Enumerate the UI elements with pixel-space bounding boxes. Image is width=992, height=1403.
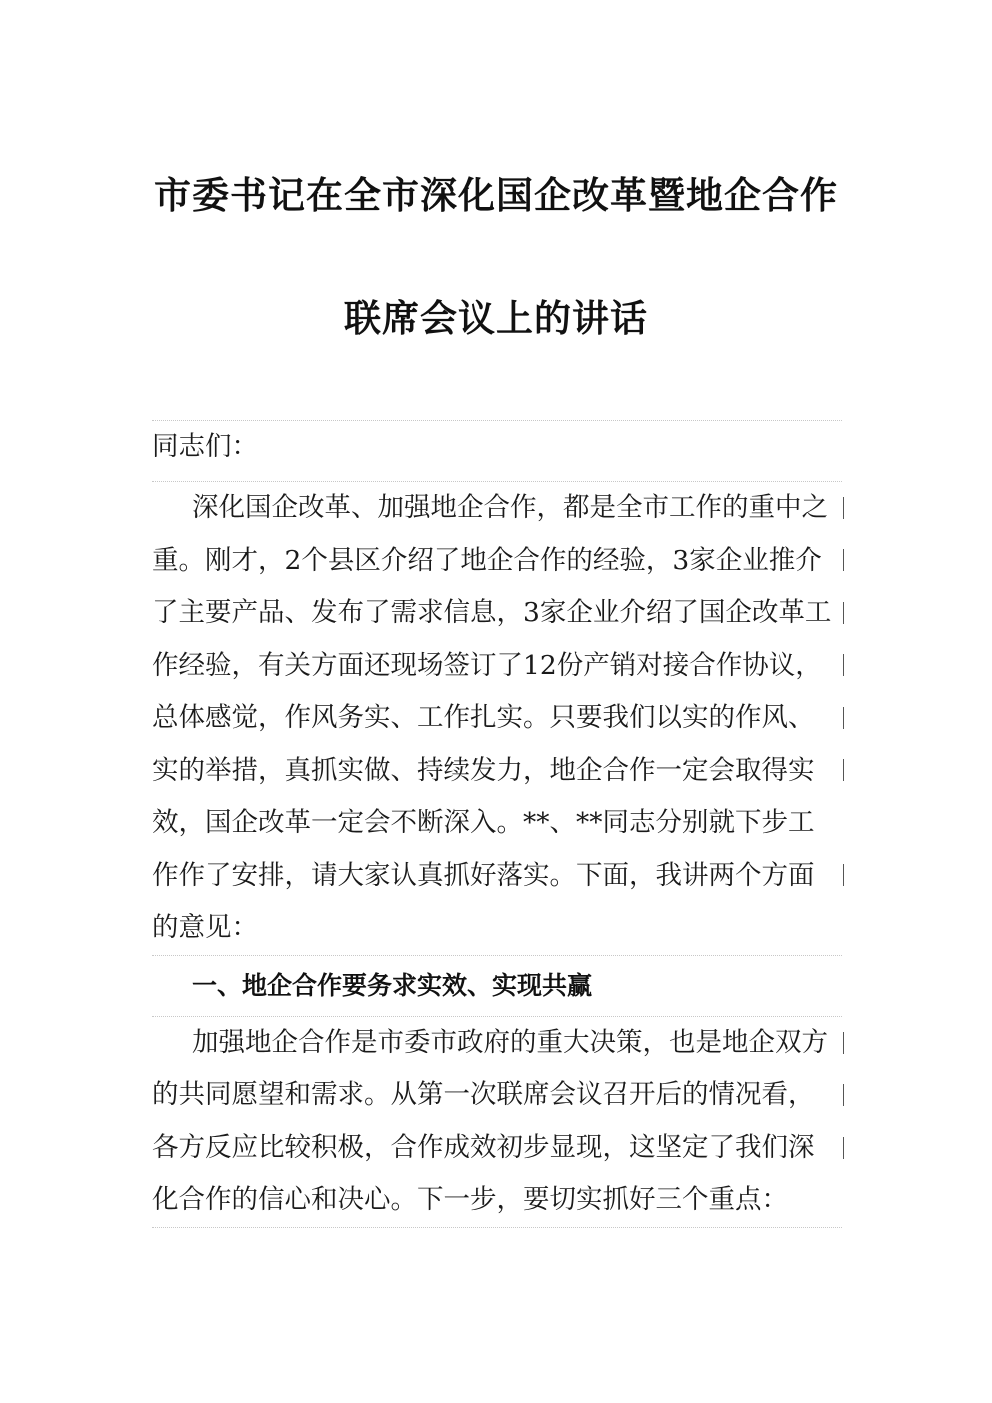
margin-mark bbox=[843, 602, 844, 624]
paragraph-1 bbox=[152, 481, 842, 955]
section-1-heading-block bbox=[152, 955, 842, 1016]
margin-mark bbox=[843, 1084, 844, 1106]
greeting-text: 同志们： bbox=[152, 431, 258, 462]
section-heading: 一、地企合作要务求实效、实现共赢 bbox=[192, 970, 593, 1000]
paragraph-line: 了主要产品、发布了需求信息，3家企业介绍了国企改革工 bbox=[152, 597, 832, 628]
paragraph-line: 实的举措，真抓实做、持续发力，地企合作一定会取得实 bbox=[152, 754, 815, 786]
margin-mark bbox=[843, 864, 844, 886]
document-title-line-2: 联席会议上的讲话 bbox=[344, 297, 648, 340]
paragraph-line: 重。刚才，2个县区介绍了地企合作的经验，3家企业推介 bbox=[152, 544, 822, 576]
paragraph-line: 总体感觉，作风务实、工作扎实。只要我们以实的作风、 bbox=[152, 702, 815, 733]
paragraph-line: 的意见： bbox=[152, 912, 258, 943]
paragraph-line: 化合作的信心和决心。下一步，要切实抓好三个重点： bbox=[152, 1184, 788, 1215]
paragraph-2 bbox=[152, 1016, 842, 1228]
document-title-line-1: 市委书记在全市深化国企改革暨地企合作 bbox=[154, 174, 838, 217]
margin-mark bbox=[843, 1032, 844, 1054]
greeting-block bbox=[152, 420, 842, 473]
margin-mark bbox=[843, 549, 844, 571]
margin-mark bbox=[843, 1137, 844, 1159]
paragraph-line: 作经验，有关方面还现场签订了12份产销对接合作协议， bbox=[152, 649, 822, 681]
paragraph-line: 加强地企合作是市委市政府的重大决策，也是地企双方 bbox=[192, 1026, 828, 1058]
margin-mark bbox=[843, 654, 844, 676]
paragraph-line: 效，国企改革一定会不断深入。**、**同志分别就下步工 bbox=[152, 807, 815, 838]
paragraph-line: 的共同愿望和需求。从第一次联席会议召开后的情况看， bbox=[152, 1079, 815, 1110]
margin-mark bbox=[843, 497, 844, 519]
paragraph-line: 作作了安排，请大家认真抓好落实。下面，我讲两个方面 bbox=[152, 859, 815, 891]
document-body bbox=[152, 420, 842, 1228]
margin-mark bbox=[843, 707, 844, 729]
paragraph-line: 深化国企改革、加强地企合作，都是全市工作的重中之 bbox=[192, 492, 828, 523]
paragraph-line: 各方反应比较积极，合作成效初步显现，这坚定了我们深 bbox=[152, 1131, 815, 1163]
margin-mark bbox=[843, 759, 844, 781]
